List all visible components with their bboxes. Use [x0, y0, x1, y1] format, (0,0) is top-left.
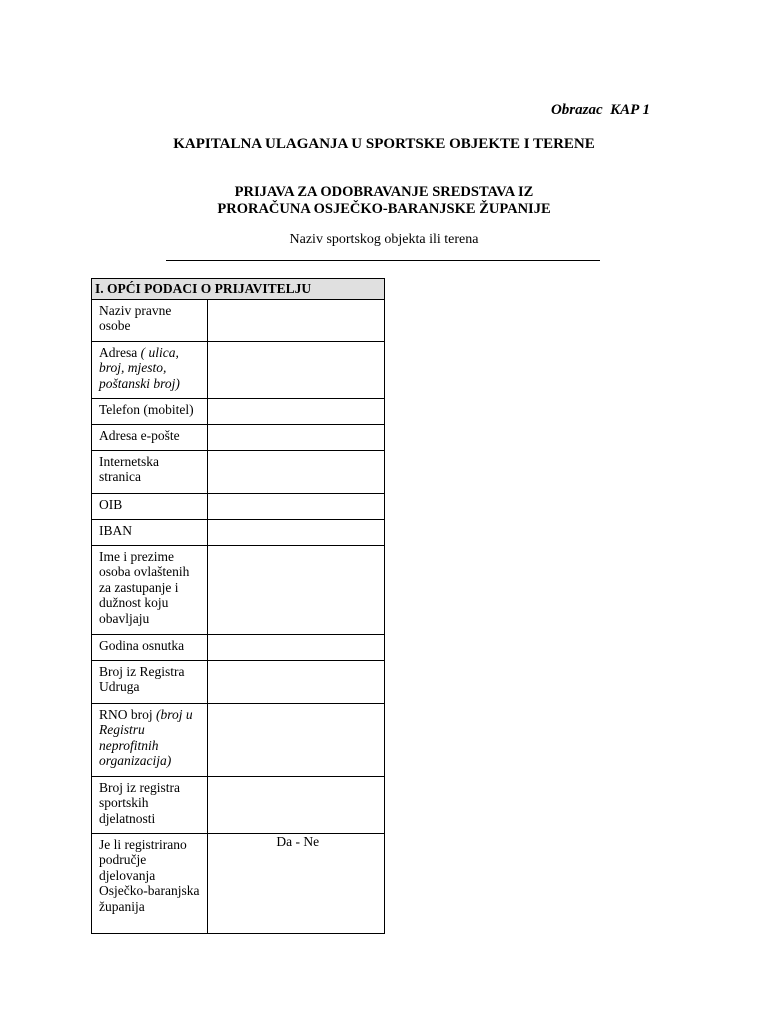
field-registar-sport[interactable] [208, 776, 385, 833]
row-label-web: Internetska stranica [92, 450, 208, 493]
row-label-godina-osnutka: Godina osnutka [92, 634, 208, 660]
table-row [92, 424, 385, 450]
field-naziv[interactable] [208, 299, 385, 341]
row-label-registar-udruga: Broj iz Registra Udruga [92, 660, 208, 703]
section-header-row [92, 279, 385, 300]
row-label-oib: OIB [92, 493, 208, 519]
table-row [92, 545, 385, 634]
table-row [92, 450, 385, 493]
object-name-line[interactable] [166, 260, 600, 261]
section-title: I. OPĆI PODACI O PRIJAVITELJU [92, 279, 385, 300]
row-label-email: Adresa e-pošte [92, 424, 208, 450]
field-ovlastene-osobe[interactable] [208, 545, 385, 634]
table-row [92, 519, 385, 545]
object-name-label: Naziv sportskog objekta ili terena [289, 232, 479, 247]
row-label-rno [92, 703, 208, 776]
sub-title-line1: PRIJAVA ZA ODOBRAVANJE SREDSTAVA IZ [234, 184, 534, 200]
field-iban[interactable] [208, 519, 385, 545]
adresa-label-text: Adresa [99, 344, 138, 360]
row-label-adresa [92, 341, 208, 398]
sub-title-line2: PRORAČUNA OSJEČKO-BARANJSKE ŽUPANIJE [217, 201, 551, 217]
main-title: KAPITALNA ULAGANJA U SPORTSKE OBJEKTE I TERENE [173, 136, 595, 152]
row-label-ovlastene-osobe: Ime i prezime osoba ovlaštenih za zastupanje i dužnost koju obavljaju [92, 545, 208, 634]
table-row [92, 299, 385, 341]
row-label-iban: IBAN [92, 519, 208, 545]
applicant-info-table [91, 278, 385, 934]
field-web[interactable] [208, 450, 385, 493]
table-row [92, 833, 385, 933]
field-telefon[interactable] [208, 398, 385, 424]
table-row [92, 341, 385, 398]
field-oib[interactable] [208, 493, 385, 519]
field-godina-osnutka[interactable] [208, 634, 385, 660]
row-label-podrucje: Je li registrirano područje djelovanja Osječko-baranjska županija [92, 833, 208, 933]
table-row [92, 776, 385, 833]
field-email[interactable] [208, 424, 385, 450]
table-row [92, 634, 385, 660]
table-row [92, 398, 385, 424]
field-adresa[interactable] [208, 341, 385, 398]
field-rno[interactable] [208, 703, 385, 776]
rno-label-note: (broj u Registru neprofitnih organizacija) [99, 706, 193, 768]
table-row [92, 660, 385, 703]
form-code: Obrazac KAP 1 [550, 102, 650, 118]
table-row [92, 493, 385, 519]
sub-title [0, 184, 768, 218]
row-label-naziv: Naziv pravne osobe [92, 299, 208, 341]
adresa-label-note: ( ulica, broj, mjesto, poštanski broj) [99, 344, 180, 391]
field-registar-udruga[interactable] [208, 660, 385, 703]
field-podrucje-da-ne[interactable]: Da - Ne [208, 833, 385, 933]
row-label-registar-sport: Broj iz registra sportskih djelatnosti [92, 776, 208, 833]
rno-label-text: RNO broj [99, 706, 153, 722]
table-row [92, 703, 385, 776]
row-label-telefon: Telefon (mobitel) [92, 398, 208, 424]
